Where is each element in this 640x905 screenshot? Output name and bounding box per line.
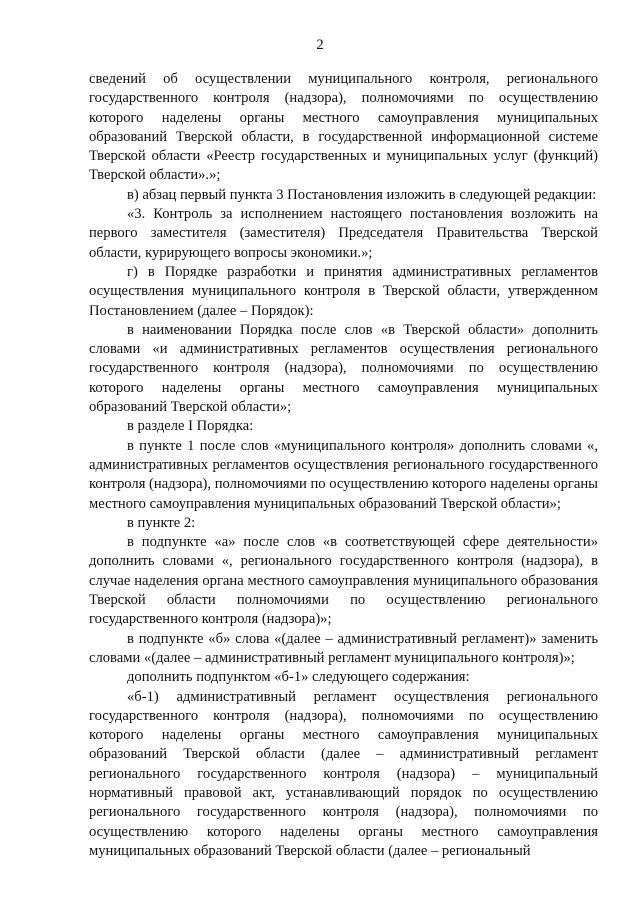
paragraph-quote-3: «3. Контроль за исполнением настоящего постановления возложить на первого заместителя (заместителя) Председателя Правительства Тверской области, курирующего вопросы экономики.»; [89,206,598,261]
paragraph-continuation: сведений об осуществлении муниципального контроля, регионального государственного контроля (надзора), полномочиями по осуществлению которого наделены органы местного самоуправления муниципальных образований Тверской области, в государственной информационной системе Тверской области «Реестр государственных и муниципальных услуг (функций) Тверской области».»; [89,71,598,184]
paragraph-point-1: в пункте 1 после слов «муниципального контроля» дополнить словами «, административных регламентов осуществления регионального государственного контроля (надзора), полномочиями по осуществлению которого наделены органы местного самоуправления муниципальных образований Тверской области»; [89,437,598,512]
paragraph-subpoint-a: в подпункте «а» после слов «в соответствующей сфере деятельности» дополнить словами «, регионального государственного контроля (надзора), в случае наделения органа местного самоуправления муниципального образования Тверской области полномочиями по осуществлению регионального государственного контроля (надзора)»; [89,534,598,628]
paragraph-section-1: в разделе I Порядка: [127,418,254,435]
page-number: 2 [316,37,324,53]
paragraph-title-amendment: в наименовании Порядка после слов «в Тверской области» дополнить словами «и административных регламентов осуществления регионального государственного контроля (надзора), полномочиями по осуществлению которого наделены органы местного самоуправления муниципальных образований Тверской области»; [89,321,598,416]
paragraph-add-subpoint: дополнить подпунктом «б-1» следующего содержания: [127,669,470,686]
paragraph-item-g: г) в Порядке разработки и принятия административных регламентов осуществления муниципального контроля в Тверской области, утвержденном Постановлением (далее – Порядок): [89,263,598,319]
paragraph-item-v: в) абзац первый пункта 3 Постановления изложить в следующей редакции: [127,186,597,203]
paragraph-point-2: в пункте 2: [127,514,196,531]
paragraph-subpoint-b: в подпункте «б» слова «(далее – административный регламент)» заменить словами «(далее – административный регламент муниципального контроля)»; [89,630,598,666]
document-body [89,70,598,861]
paragraph-subpoint-b1: «б-1) административный регламент осуществления регионального государственного контроля (надзора), полномочиями по осуществлению которого наделены органы местного самоуправления муниципальных образований Тверской области (далее – административный регламент регионального государственного контроля (надзора) – муниципальный нормативный правовой акт, устанавливающий порядок по осуществлению регионального государственного контроля (надзора), полномочиями по осуществлению которого наделены органы местного самоуправления муниципальных образований Тверской области (далее – региональный [89,688,598,859]
